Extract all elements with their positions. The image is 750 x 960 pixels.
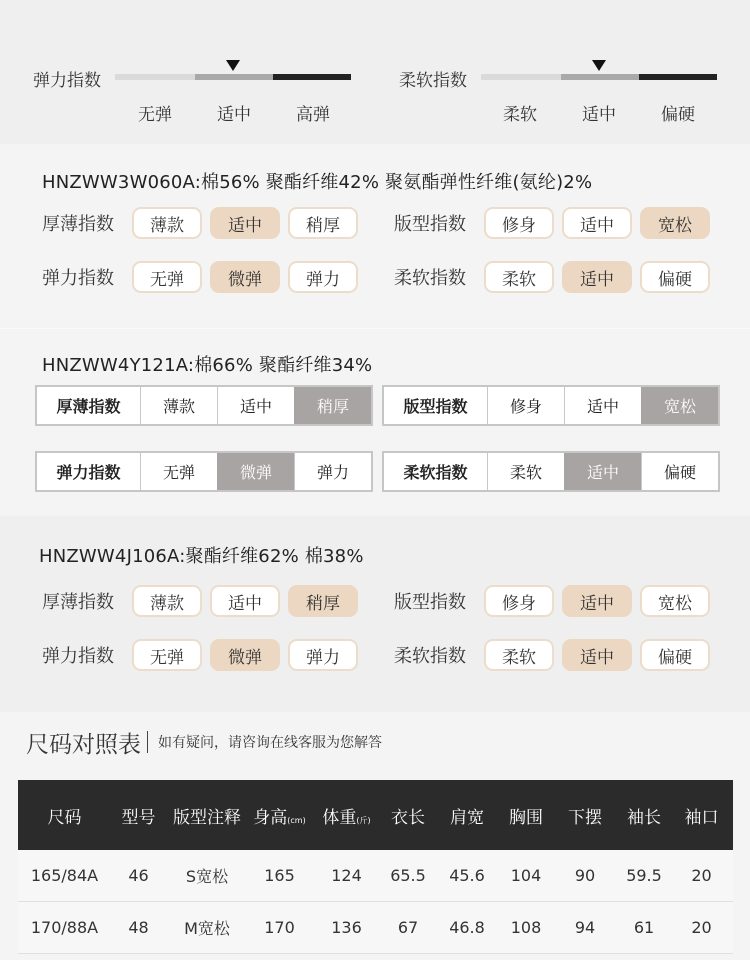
slider-tick: 柔软 — [503, 105, 537, 125]
index-label: 弹力指数 — [42, 646, 114, 667]
table-cell: 170 — [264, 918, 295, 937]
table-cell: 124 — [331, 866, 362, 885]
index-row-thickness — [42, 585, 366, 617]
header-cell: 型号 — [121, 807, 156, 828]
option-pill[interactable]: 修身 — [484, 585, 554, 617]
slider-tick: 适中 — [217, 105, 251, 125]
table-cell: 20 — [691, 918, 712, 937]
option-pill[interactable]: 适中 — [562, 639, 632, 671]
title-divider — [147, 731, 148, 753]
fabric-section-2 — [0, 328, 750, 516]
table-cell: 136 — [331, 918, 362, 937]
table-cell: 45.6 — [449, 866, 485, 885]
header-cell: 体重(斤) — [322, 807, 371, 828]
table-cell: 90 — [574, 866, 596, 885]
header-cell: 版型注释 — [173, 807, 241, 828]
option-pill[interactable]: 弹力 — [288, 261, 358, 293]
option-cell[interactable]: 微弹 — [217, 453, 294, 490]
table-cell: 59.5 — [626, 866, 662, 885]
index-label: 厚薄指数 — [42, 592, 114, 613]
option-pill[interactable]: 适中 — [562, 585, 632, 617]
option-pill[interactable]: 适中 — [210, 585, 280, 617]
table-cell: 46 — [128, 866, 149, 885]
header-cell: 衣长 — [391, 807, 425, 828]
option-pill[interactable]: 弹力 — [288, 639, 358, 671]
slider-tick: 无弹 — [138, 105, 172, 125]
index-row-elasticity — [42, 261, 366, 293]
table-cell: 46.8 — [449, 918, 485, 937]
slider-tick: 适中 — [582, 105, 616, 125]
option-pill[interactable]: 宽松 — [640, 207, 710, 239]
option-cell[interactable]: 修身 — [487, 387, 564, 424]
size-table-title: 尺码对照表 — [26, 732, 141, 758]
index-label: 柔软指数 — [403, 463, 468, 482]
option-cell[interactable]: 稍厚 — [294, 387, 371, 424]
table-row — [18, 850, 733, 902]
index-label: 厚薄指数 — [42, 214, 114, 235]
index-label: 弹力指数 — [56, 463, 121, 482]
table-cell: 94 — [574, 918, 596, 937]
index-label: 版型指数 — [394, 214, 466, 235]
softness-slider-track — [481, 74, 717, 80]
header-cell: 袖长 — [627, 807, 661, 828]
index-label: 厚薄指数 — [56, 397, 121, 416]
option-pill[interactable]: 薄款 — [132, 585, 202, 617]
fabric-title: HNZWW4Y121A:棉66% 聚酯纤维34% — [42, 355, 373, 376]
option-pill[interactable]: 修身 — [484, 207, 554, 239]
elasticity-marker-icon — [226, 60, 240, 71]
fabric-title: HNZWW4J106A:聚酯纤维62% 棉38% — [39, 546, 364, 567]
table-cell: 165/84A — [30, 866, 99, 885]
option-pill[interactable]: 适中 — [562, 207, 632, 239]
option-pill[interactable]: 适中 — [210, 207, 280, 239]
index-row-fit — [382, 385, 720, 426]
table-cell: 61 — [633, 918, 655, 937]
header-cell: 尺码 — [47, 807, 82, 828]
table-cell: 67 — [397, 918, 419, 937]
option-pill[interactable]: 无弹 — [132, 639, 202, 671]
table-row — [18, 902, 733, 954]
option-pill[interactable]: 微弹 — [210, 639, 280, 671]
option-pill[interactable]: 偏硬 — [640, 639, 710, 671]
header-cell: 袖口 — [684, 807, 719, 828]
option-cell[interactable]: 适中 — [564, 453, 641, 490]
option-pill[interactable]: 适中 — [562, 261, 632, 293]
index-label: 版型指数 — [403, 397, 468, 416]
fabric-section-1 — [0, 144, 750, 328]
index-row-thickness — [42, 207, 366, 239]
slider-section — [0, 0, 750, 144]
table-cell: 104 — [510, 866, 542, 885]
index-row-fit — [394, 207, 718, 239]
index-label: 柔软指数 — [394, 646, 466, 667]
option-cell[interactable]: 薄款 — [140, 387, 217, 424]
option-cell[interactable]: 偏硬 — [641, 453, 718, 490]
option-pill[interactable]: 稍厚 — [288, 585, 358, 617]
fabric-title: HNZWW3W060A:棉56% 聚酯纤维42% 聚氨酯弹性纤维(氨纶)2% — [42, 172, 593, 193]
header-cell: 胸围 — [509, 807, 543, 828]
option-cell[interactable]: 宽松 — [641, 387, 718, 424]
option-pill[interactable]: 微弹 — [210, 261, 280, 293]
table-cell: S宽松 — [185, 867, 229, 886]
index-row-elasticity — [42, 639, 366, 671]
option-pill[interactable]: 宽松 — [640, 585, 710, 617]
index-row-softness — [394, 261, 718, 293]
option-cell[interactable]: 柔软 — [487, 453, 564, 490]
header-cell: 下摆 — [568, 807, 602, 828]
index-row-softness — [382, 451, 720, 492]
index-row-softness — [394, 639, 718, 671]
size-table — [18, 780, 733, 954]
table-cell: M宽松 — [184, 919, 230, 938]
header-cell: 肩宽 — [450, 807, 484, 828]
slider-label-softness: 柔软指数 — [399, 71, 467, 91]
table-cell: 48 — [128, 918, 149, 937]
softness-marker-icon — [592, 60, 606, 71]
fabric-section-3 — [0, 516, 750, 712]
option-pill[interactable]: 无弹 — [132, 261, 202, 293]
table-cell: 170/88A — [30, 918, 99, 937]
table-cell: 108 — [510, 918, 542, 937]
table-cell: 20 — [691, 866, 712, 885]
table-cell: 165 — [264, 866, 295, 885]
index-label: 弹力指数 — [42, 268, 114, 289]
option-pill[interactable]: 偏硬 — [640, 261, 710, 293]
index-row-elasticity — [35, 451, 373, 492]
header-cell: 身高(cm) — [253, 807, 306, 828]
option-cell[interactable]: 弹力 — [294, 453, 371, 490]
index-label: 版型指数 — [394, 592, 466, 613]
table-header — [18, 780, 733, 850]
option-pill[interactable]: 柔软 — [484, 261, 554, 293]
option-cell[interactable]: 适中 — [564, 387, 641, 424]
slider-tick: 高弹 — [296, 105, 330, 125]
option-pill[interactable]: 薄款 — [132, 207, 202, 239]
size-table-subtitle: 如有疑问，请咨询在线客服为您解答 — [158, 735, 382, 751]
elasticity-slider-track — [115, 74, 351, 80]
index-row-thickness — [35, 385, 373, 426]
index-row-fit — [394, 585, 718, 617]
index-label: 柔软指数 — [394, 268, 466, 289]
table-cell: 65.5 — [390, 866, 426, 885]
option-cell[interactable]: 适中 — [217, 387, 294, 424]
option-pill[interactable]: 柔软 — [484, 639, 554, 671]
option-cell[interactable]: 无弹 — [140, 453, 217, 490]
slider-label-elasticity: 弹力指数 — [33, 71, 101, 91]
option-pill[interactable]: 稍厚 — [288, 207, 358, 239]
slider-tick: 偏硬 — [661, 105, 695, 125]
